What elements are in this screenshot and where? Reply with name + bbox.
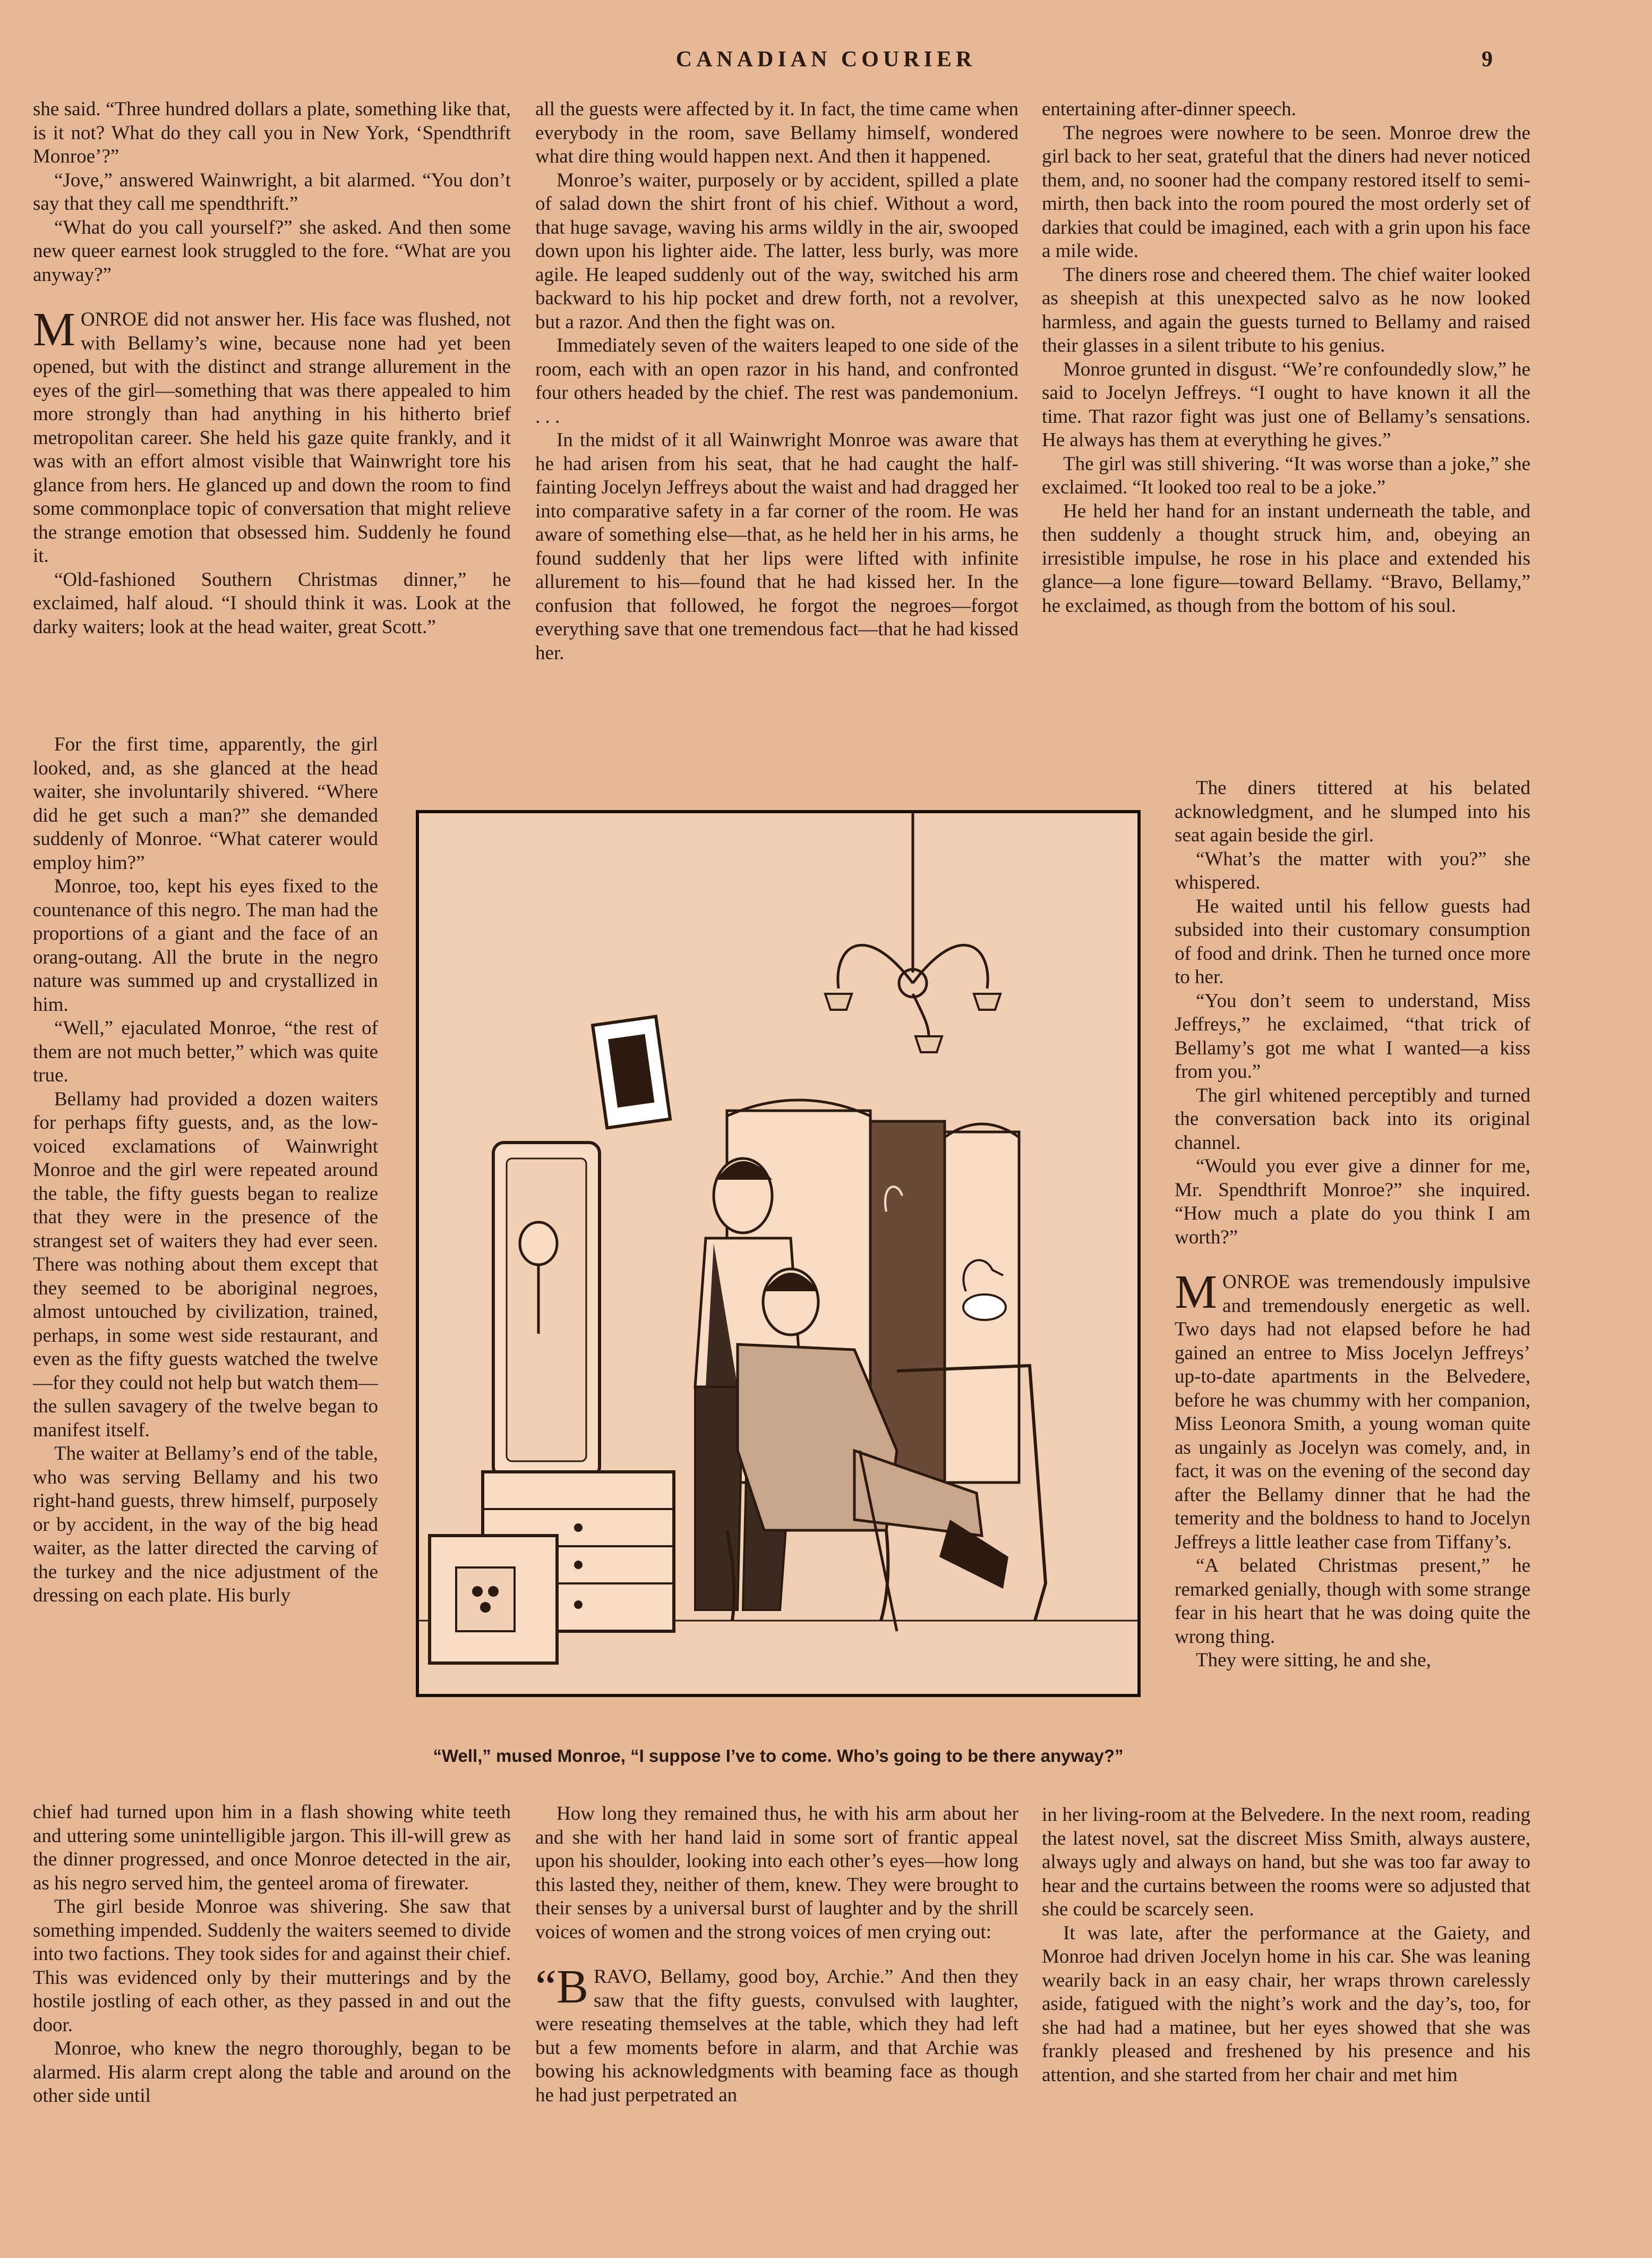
paragraph: all the guests were affected by it. In fact, the time came when everybody in the room, save Bellamy himself, wondered what dire thing would happen next. And then it happened. (535, 98, 1018, 167)
paragraph: The girl whitened perceptibly and turned the conversation back into its original channel. (1175, 1084, 1530, 1154)
paragraph: They were sitting, he and she, (1196, 1649, 1431, 1671)
paragraph: she said. “Three hundred dollars a plate, something like that, is it not? What do they call you in New York, ‘Spendthrift Monroe’?” (33, 98, 511, 167)
paragraph: He held her hand for an instant underneath the table, and then suddenly a thought struck him, and, obeying an irresistible impulse, he rose in his place and extended his glance—a lone figure—toward Bellamy. “Bravo, Bellamy,” he exclaimed, as though from the bottom of his soul. (1042, 500, 1530, 617)
paragraph-text: RAVO, Bellamy, good boy, Archie.” And then they saw that the fifty guests, convulsed with laughter, were reseating themselves at the table, which they had left but a few moments before in alarm, and that Archie was bowing his acknowledgments with beaming face as though he had just perpetrated an (535, 1966, 1018, 2106)
paragraph: The girl was still shivering. “It was worse than a joke,” she exclaimed. “It looked too real to be a joke.” (1042, 453, 1530, 498)
paragraph: “What’s the matter with you?” she whispered. (1175, 848, 1530, 893)
paragraph: in her living-room at the Belvedere. In the next room, reading the latest novel, sat the discreet Miss Smith, always austere, always ugly and always on hand, but she was too far away to hear and the curtains between the rooms were so adjusted that she could be scarcely seen. (1042, 1804, 1530, 1920)
paragraph: In the midst of it all Wainwright Monroe was aware that he had arisen from his seat, that he had caught the half-fainting Jocelyn Jeffreys about the waist and had dragged her into comparative safety in a far corner of the room. He was aware of something else—that, as he held her in his arms, he found suddenly that her lips were lifted with infinite allurement to his—found that he had kissed her. In the confusion that followed, he forgot the negroes—forgot everything save that one tremendous fact—that he had kissed her. (535, 429, 1018, 664)
paragraph: The negroes were nowhere to be seen. Monroe drew the girl back to her seat, grateful that the diners had never noticed them, and, no sooner had the company restored itself to semi-mirth, then back into the room poured the most orderly set of darkies that could be imagined, each with a grin upon his face a mile wide. (1042, 122, 1530, 262)
paragraph: The diners tittered at his belated acknowledgment, and he slumped into his seat again beside the girl. (1175, 777, 1530, 846)
paragraph: “Old-fashioned Southern Christmas dinner,” he exclaimed, half aloud. “I should think it was. Look at the darky waiters; look at the head waiter, great Scott.” (33, 568, 511, 638)
column-2-bottom (535, 1802, 1018, 2107)
illustration-drawing (419, 813, 1137, 1694)
paragraph: “Jove,” answered Wainwright, a bit alarmed. “You don’t say that they call me spendthrift.” (33, 169, 511, 215)
paragraph: Bellamy had provided a dozen waiters for perhaps fifty guests, and, as the low-voiced exclamations of Wainwright Monroe and the girl were repeated around the table, the fifty guests began to realize that they were in the presence of the strangest set of waiters they had ever seen. There was nothing about them except that they seemed to be aboriginal negroes, almost untouched by civilization, trained, perhaps, in some west side restaurant, and even as the fifty guests watched the twelve—for they could not help but watch them—the sullen savagery of the twelve began to manifest itself. (33, 1088, 378, 1441)
running-title: CANADIAN COURIER (675, 47, 977, 72)
paragraph: entertaining after-dinner speech. (1042, 98, 1296, 120)
paragraph: chief had turned upon him in a flash showing white teeth and uttering some unintelligible jargon. This ill-will grew as the dinner progressed, and once Monroe detected in the air, as his negro served him, the genteel aroma of firewater. (33, 1801, 511, 1894)
drop-cap: M (33, 303, 76, 356)
paragraph: He waited until his fellow guests had subsided into their customary consumption of food and drink. Then he turned once more to her. (1175, 895, 1530, 988)
paragraph: It was late, after the performance at the Gaiety, and Monroe had driven Jocelyn home in his car. She was leaning wearily back in an easy chair, her wraps thrown carelessly aside, fatigued with the night’s work and the day’s, too, for she had had a matinee, but her eyes showed that she was frankly pleased and freshened by his presence and his attention, and she started from her chair and met him (1042, 1922, 1530, 2086)
page-number: 9 (1482, 47, 1493, 72)
paragraph-dropcap (535, 1961, 1018, 2107)
paragraph: “Well,” ejaculated Monroe, “the rest of them are not much better,” which was quite true. (33, 1017, 378, 1086)
paragraph: The girl beside Monroe was shivering. She saw that something impended. Suddenly the waiters seemed to divide into two factions. They took sides for and against their chief. This was evidenced only by their mutterings and by the hostile jostling of each other, as they passed in and out the door. (33, 1896, 511, 2036)
paragraph: Monroe grunted in disgust. “We’re confoundedly slow,” he said to Jocelyn Jeffreys. “I ought to have known it all the time. That razor fight was just one of Bellamy’s sensations. He always has them at everything he gives.” (1042, 358, 1530, 451)
illustration (416, 810, 1141, 1798)
paragraph-dropcap (1175, 1266, 1530, 1554)
column-1-bottom (33, 1801, 511, 2108)
paragraph-text: ONROE did not answer her. His face was flushed, not with Bellamy’s wine, because none had yet been opened, but with the distinct and strange allurement in the eyes of the girl—something that was there appealed to him more strongly than had anything in his hitherto brief metropolitan career. She held his gaze quite frankly, and it was with an effort almost visible that Wainwright tore his glance from hers. He glanced up and down the room to find some commonplace topic of conversation that might relieve the strange emotion that obsessed him. Suddenly he found it. (33, 309, 511, 567)
paragraph: How long they remained thus, he with his arm about her and she with her hand laid in some sort of frantic appeal upon his shoulder, looking into each other’s eyes—how long this lasted they, neither of them, knew. They were brought to their senses by a universal burst of laughter and by the shrill voices of women and the strong voices of men crying out: (535, 1803, 1018, 1943)
paragraph: Monroe’s waiter, purposely or by accident, spilled a plate of salad down the shirt front of his chief. Without a word, that huge savage, waving his arms wildly in the air, swooped down upon his lighter aide. The latter, less burly, was more agile. He leaped suddenly out of the way, switched his arm backward to his hip pocket and drew forth, not a revolver, but a razor. And then the fight was on. (535, 169, 1018, 333)
paragraph-dropcap (33, 303, 511, 568)
paragraph: “A belated Christmas present,” he remarked genially, though with some strange fear in his heart that he was doing quite the wrong thing. (1175, 1555, 1530, 1648)
column-2-top (535, 98, 1018, 665)
column-3-top (1042, 98, 1530, 618)
column-1-narrow (33, 733, 378, 1608)
paragraph: Monroe, who knew the negro thoroughly, began to be alarmed. His alarm crept along the table and around on the other side until (33, 2038, 511, 2107)
page-header (0, 47, 1652, 79)
illustration-frame (416, 810, 1141, 1697)
column-3-narrow (1175, 777, 1530, 1673)
column-3-bottom (1042, 1803, 1530, 2087)
paragraph: For the first time, apparently, the girl looked, and, as she glanced at the head waiter, she involuntarily shivered. “Where did he get such a man?” she demanded suddenly of Monroe. “What caterer would employ him?” (33, 734, 378, 874)
paragraph: “What do you call yourself?” she asked. And then some new queer earnest look struggled to the fore. “What are you anyway?” (33, 216, 511, 286)
illustration-caption: “Well,” mused Monroe, “I suppose I’ve to come. Who’s going to be there anyway?” (433, 1746, 1124, 1766)
paragraph-text: ONROE was tremendously impulsive and tremendously energetic as well. Two days had not elapsed before he had gained an entree to Miss Jocelyn Jeffreys’ up-to-date apartments in the Belvedere, before he was chummy with her companion, Miss Leonora Smith, a young woman quite as ungainly as Jocelyn was comely, and, in fact, it was on the evening of the second day after the Bellamy dinner that he had the temerity and the boldness to hand to Jocelyn Jeffreys a little leather case from Tiffany’s. (1175, 1271, 1530, 1553)
paragraph: Immediately seven of the waiters leaped to one side of the room, each with an open razor in his hand, and confronted four others headed by the chief. The rest was pandemonium. . . . (535, 335, 1018, 428)
drop-cap: M (1175, 1266, 1218, 1318)
paragraph: Monroe, too, kept his eyes fixed to the countenance of this negro. The man had the proportions of a giant and the face of an orang-outang. All the brute in the negro nature was summed up and crystallized in him. (33, 875, 378, 1016)
paragraph: The diners rose and cheered them. The chief waiter looked as sheepish at this unexpected salvo as he now looked harmless, and again the guests turned to Bellamy and raised their glasses in a silent tribute to his genius. (1042, 263, 1530, 356)
paragraph: The waiter at Bellamy’s end of the table, who was serving Bellamy and his two right-hand guests, threw himself, purposely or by accident, in the way of the big head waiter, as the latter directed the carving of the turkey and the nice adjustment of the dressing on each plate. His burly (33, 1443, 378, 1606)
paragraph: “Would you ever give a dinner for me, Mr. Spendthrift Monroe?” she inquired. “How much a plate do you think I am worth?” (1175, 1155, 1530, 1248)
column-1-top (33, 98, 511, 639)
paragraph: “You don’t seem to understand, Miss Jeffreys,” he exclaimed, “that trick of Bellamy’s got me what I wanted—a kiss from you.” (1175, 990, 1530, 1083)
drop-cap: “B (535, 1961, 588, 2013)
